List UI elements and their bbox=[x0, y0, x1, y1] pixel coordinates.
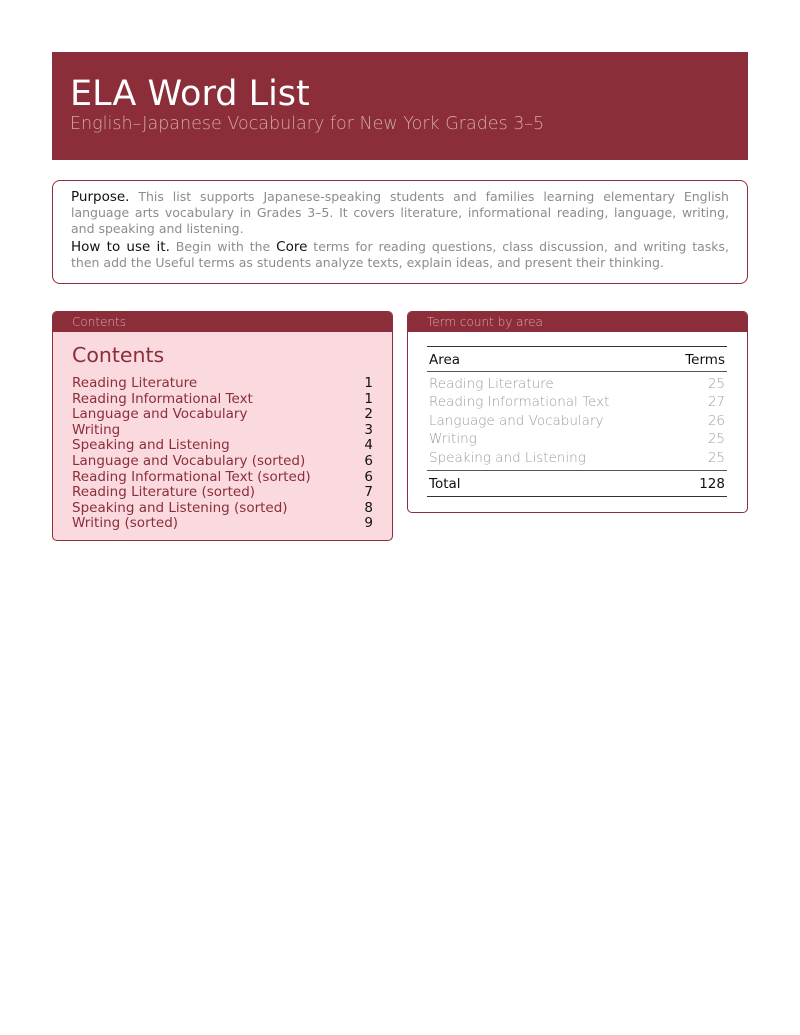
contents-item-label: Reading Informational Text (sorted) bbox=[72, 468, 311, 485]
terms-cell: 25 bbox=[707, 431, 725, 448]
howto-label: How to use it. bbox=[71, 239, 170, 255]
table-header-row bbox=[427, 347, 727, 372]
contents-item[interactable] bbox=[72, 392, 373, 408]
total-label: Total bbox=[427, 471, 669, 497]
table-row bbox=[427, 372, 727, 394]
contents-item[interactable] bbox=[72, 438, 373, 454]
area-cell: Speaking and Listening bbox=[429, 449, 586, 466]
contents-item-page: 8 bbox=[364, 499, 373, 516]
contents-item[interactable] bbox=[72, 454, 373, 470]
contents-item-page: 1 bbox=[364, 390, 373, 407]
area-cell: Language and Vocabulary bbox=[429, 412, 604, 429]
contents-item-page: 1 bbox=[364, 375, 373, 391]
table-total-row bbox=[427, 471, 727, 497]
terms-cell: 27 bbox=[707, 394, 725, 411]
terms-cell: 25 bbox=[707, 449, 725, 466]
total-value: 128 bbox=[669, 471, 727, 497]
purpose-text: This list supports Japanese-speaking students and families learning elementary English language arts vocabulary in Grades 3–5. It covers literature, informational reading, language, writing, and speaking and listening. bbox=[71, 189, 729, 236]
page-title: ELA Word List bbox=[70, 74, 310, 114]
contents-item-label: Reading Literature (sorted) bbox=[72, 484, 256, 501]
table-row bbox=[427, 412, 727, 430]
contents-item-label: Language and Vocabulary bbox=[72, 406, 248, 423]
contents-item-label: Language and Vocabulary (sorted) bbox=[72, 452, 306, 469]
contents-title: Contents bbox=[72, 343, 165, 367]
table-row bbox=[427, 393, 727, 411]
contents-item-page: 7 bbox=[364, 484, 373, 501]
term-count-card-header: Term count by area bbox=[408, 312, 747, 332]
contents-item-page: 9 bbox=[364, 515, 373, 532]
contents-item-label: Writing bbox=[72, 421, 121, 438]
contents-card-header: Contents bbox=[53, 312, 392, 332]
contents-item-page: 4 bbox=[364, 437, 373, 454]
howto-text-after: terms for reading questions, class discussion, and writing tasks, then add the Useful terms as students analyze texts, explain ideas, and present their thinking. bbox=[71, 239, 730, 270]
terms-cell: 26 bbox=[707, 412, 725, 429]
contents-card bbox=[52, 311, 393, 541]
purpose-label: Purpose. bbox=[71, 189, 130, 205]
contents-item-label: Reading Informational Text bbox=[72, 390, 253, 407]
contents-item[interactable] bbox=[72, 485, 373, 501]
area-cell: Writing bbox=[429, 431, 477, 448]
term-count-card bbox=[407, 311, 748, 513]
contents-item-page: 6 bbox=[364, 468, 373, 485]
contents-item[interactable] bbox=[72, 501, 373, 517]
contents-item[interactable] bbox=[72, 407, 373, 423]
contents-item-page: 3 bbox=[364, 421, 373, 438]
contents-item[interactable] bbox=[72, 376, 373, 392]
table-row bbox=[427, 430, 727, 448]
terms-cell: 25 bbox=[707, 376, 725, 392]
area-cell: Reading Literature bbox=[429, 376, 554, 392]
contents-item[interactable] bbox=[72, 470, 373, 486]
contents-item[interactable] bbox=[72, 423, 373, 439]
contents-item-page: 6 bbox=[364, 452, 373, 469]
page-subtitle: English–Japanese Vocabulary for New York Grades 3–5 bbox=[70, 114, 545, 134]
column-header-terms: Terms bbox=[669, 347, 727, 372]
contents-item-label: Speaking and Listening (sorted) bbox=[72, 499, 288, 516]
table-row bbox=[427, 449, 727, 471]
purpose-box bbox=[52, 180, 748, 284]
purpose-paragraph bbox=[71, 189, 729, 237]
contents-item-label: Writing (sorted) bbox=[72, 515, 179, 532]
area-cell: Reading Informational Text bbox=[429, 394, 610, 411]
contents-list bbox=[53, 376, 392, 532]
contents-item-label: Reading Literature bbox=[72, 375, 198, 391]
column-header-area: Area bbox=[427, 347, 669, 372]
howto-text-before: Begin with the bbox=[175, 239, 271, 254]
howto-paragraph bbox=[71, 239, 729, 271]
title-banner bbox=[52, 52, 748, 160]
contents-item-page: 2 bbox=[364, 406, 373, 423]
howto-core-term: Core bbox=[276, 239, 308, 255]
contents-item[interactable] bbox=[72, 516, 373, 532]
term-count-table bbox=[427, 346, 727, 497]
contents-item-label: Speaking and Listening bbox=[72, 437, 230, 454]
